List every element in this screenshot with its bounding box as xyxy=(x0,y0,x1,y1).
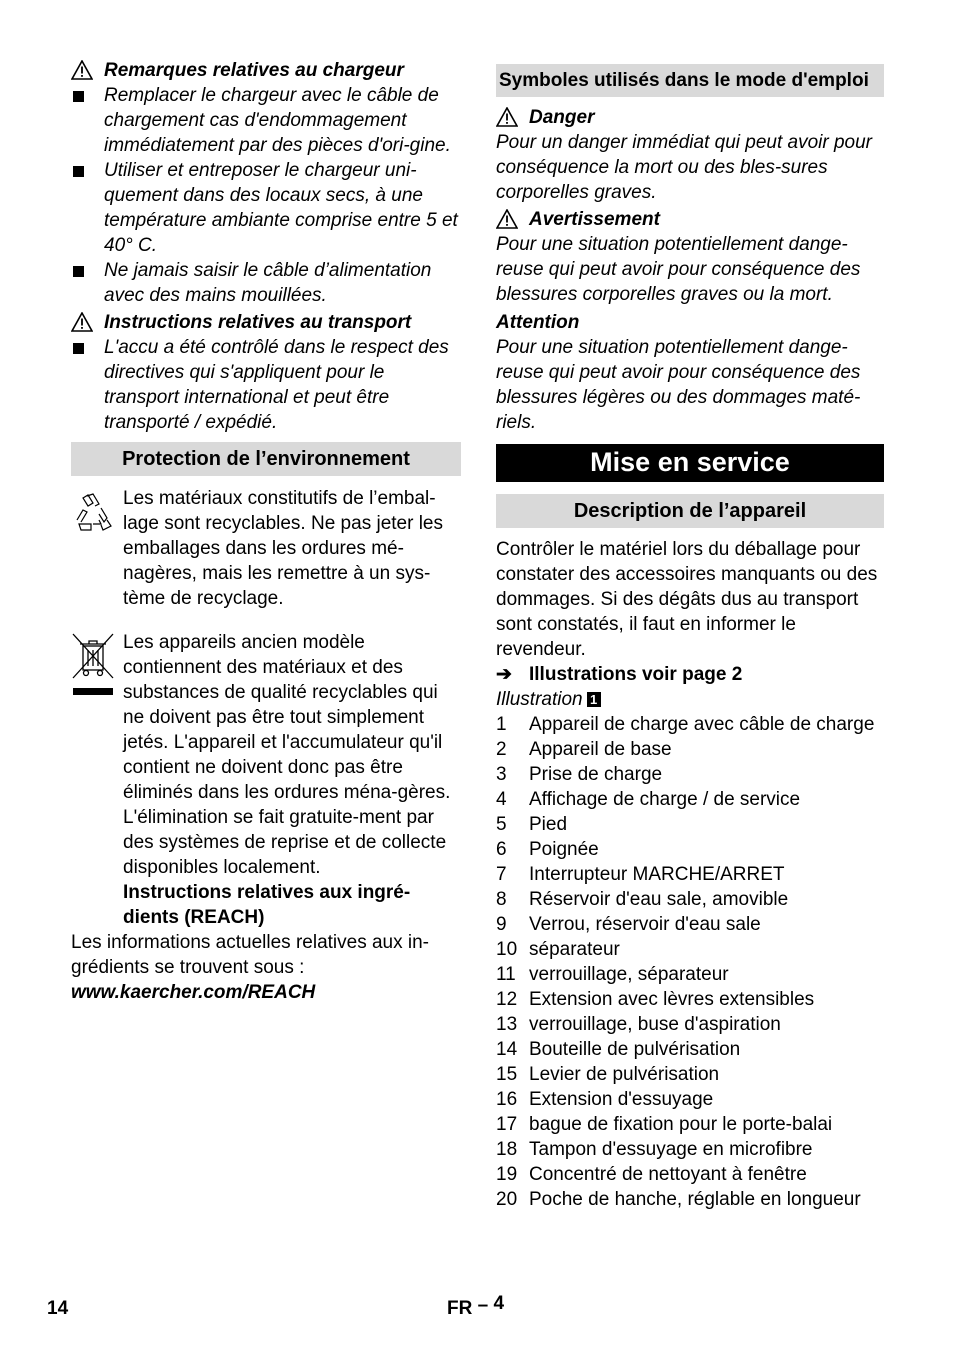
list-item: 10 séparateur xyxy=(496,939,620,960)
list-item: 5 Pied xyxy=(496,814,568,835)
symbols-heading: Symboles utilisés dans le mode d'emploi xyxy=(496,64,884,97)
reach-link[interactable]: www.kaercher.com/REACH xyxy=(71,982,316,1003)
left-column xyxy=(71,58,461,1005)
warning-triangle-icon xyxy=(496,209,518,229)
recycle-text: Les matériaux constitutifs de l’embal-lage sont recyclables. Ne pas jeter les emballages dans les ordures mé-nagères, mais les remettre à un sys-tème de recyclage. xyxy=(123,488,443,609)
reach-title: Instructions relatives aux ingré-dients (REACH) xyxy=(123,882,411,928)
list-item: 8 Réservoir d'eau sale, amovible xyxy=(496,889,789,910)
list-item: 3 Prise de charge xyxy=(496,764,663,785)
device-heading: Description de l’appareil xyxy=(496,494,884,528)
list-item: 14 Bouteille de pulvérisation xyxy=(496,1039,741,1060)
charger-notes-title: Remarques relatives au chargeur xyxy=(71,58,461,83)
figure-number-badge: 1 xyxy=(587,692,601,707)
list-item: 9 Verrou, réservoir d'eau sale xyxy=(496,914,761,935)
transport-notes-list xyxy=(71,335,461,435)
list-item: 11 verrouillage, séparateur xyxy=(496,964,729,985)
list-item: 12 Extension avec lèvres extensibles xyxy=(496,989,815,1010)
weee-note xyxy=(71,630,461,930)
list-item: Utiliser et entreposer le chargeur uni-quement dans des locaux secs, à une température ambiante comprise entre 5 et 40° C. xyxy=(71,158,461,258)
list-item: L'accu a été contrôlé dans le respect des directives qui s'appliquent pour le transport international et peut être transporté / expédié. xyxy=(71,335,461,435)
attention-text: Pour une situation potentiellement dange-reuse qui peut avoir pour conséquence des blessures légères ou des dommages maté-riels. xyxy=(496,337,861,433)
list-item: 16 Extension d'essuyage xyxy=(496,1089,714,1110)
illustration-label: Illustration 1 xyxy=(496,687,884,712)
crossed-bin-icon xyxy=(71,632,115,698)
list-item: 13 verrouillage, buse d'aspiration xyxy=(496,1014,781,1035)
list-item: 7 Interrupteur MARCHE/ARRET xyxy=(496,864,785,885)
list-item: Remplacer le chargeur avec le câble de chargement cas d'endommagement immédiatement par des pièces d'ori-gine. xyxy=(71,83,461,158)
warning-text: Pour une situation potentiellement dange-reuse qui peut avoir pour conséquence des blessures corporelles graves ou la mort. xyxy=(496,234,861,305)
device-text: Contrôler le matériel lors du déballage pour constater des accessoires manquants ou des dommages. Si des dégâts dus au transport sont constatés, il faut en informer le revendeur. xyxy=(496,539,878,660)
list-item: 17 bague de fixation pour le porte-balai xyxy=(496,1114,833,1135)
weee-text: Les appareils ancien modèle contiennent des matériaux et des substances de qualité recyclables qui ne doivent pas être tout simplement jetés. L'appareil et l'accumulateur qu'il contient ne doivent donc pas être éliminés dans les ordures ména-gères. L'élimination se fait gratuite-ment par des systèmes de reprise et de collecte disponibles localement. xyxy=(123,632,451,878)
attention-title: Attention xyxy=(496,312,580,333)
warning-triangle-icon xyxy=(71,60,93,80)
recycle-icon xyxy=(71,490,115,534)
list-item: 2 Appareil de base xyxy=(496,739,672,760)
right-column xyxy=(496,64,884,1212)
parts-list xyxy=(496,712,884,1212)
danger-title: Danger xyxy=(496,105,884,130)
warning-title: Avertissement xyxy=(496,207,884,232)
list-item: 15 Levier de pulvérisation xyxy=(496,1064,720,1085)
environment-heading: Protection de l’environnement xyxy=(71,442,461,476)
warning-triangle-icon xyxy=(496,107,518,127)
transport-notes-title: Instructions relatives au transport xyxy=(71,310,461,335)
page-number: 14 xyxy=(47,1298,69,1319)
recycle-note xyxy=(71,486,461,611)
charger-notes-list xyxy=(71,83,461,308)
footer-section-label: FR – 4 xyxy=(447,1293,505,1319)
list-item: 20 Poche de hanche, réglable en longueur xyxy=(496,1189,861,1210)
list-item: 18 Tampon d'essuyage en microfibre xyxy=(496,1139,813,1160)
list-item: Ne jamais saisir le câble d’alimentation avec des mains mouillées. xyxy=(71,258,461,308)
arrow-right-icon: ➔ xyxy=(496,664,512,685)
reach-text: Les informations actuelles relatives aux in-grédients se trouvent sous : xyxy=(71,932,430,978)
illustrations-reference: ➔ Illustrations voir page 2 xyxy=(496,664,743,685)
list-item: 19 Concentré de nettoyant à fenêtre xyxy=(496,1164,807,1185)
list-item: 4 Affichage de charge / de service xyxy=(496,789,801,810)
warning-triangle-icon xyxy=(71,312,93,332)
section-heading: Mise en service xyxy=(496,444,884,482)
list-item: 1 Appareil de charge avec câble de charge xyxy=(496,714,875,735)
danger-text: Pour un danger immédiat qui peut avoir pour conséquence la mort ou des bles-sures corporelles graves. xyxy=(496,132,873,203)
list-item: 6 Poignée xyxy=(496,839,599,860)
